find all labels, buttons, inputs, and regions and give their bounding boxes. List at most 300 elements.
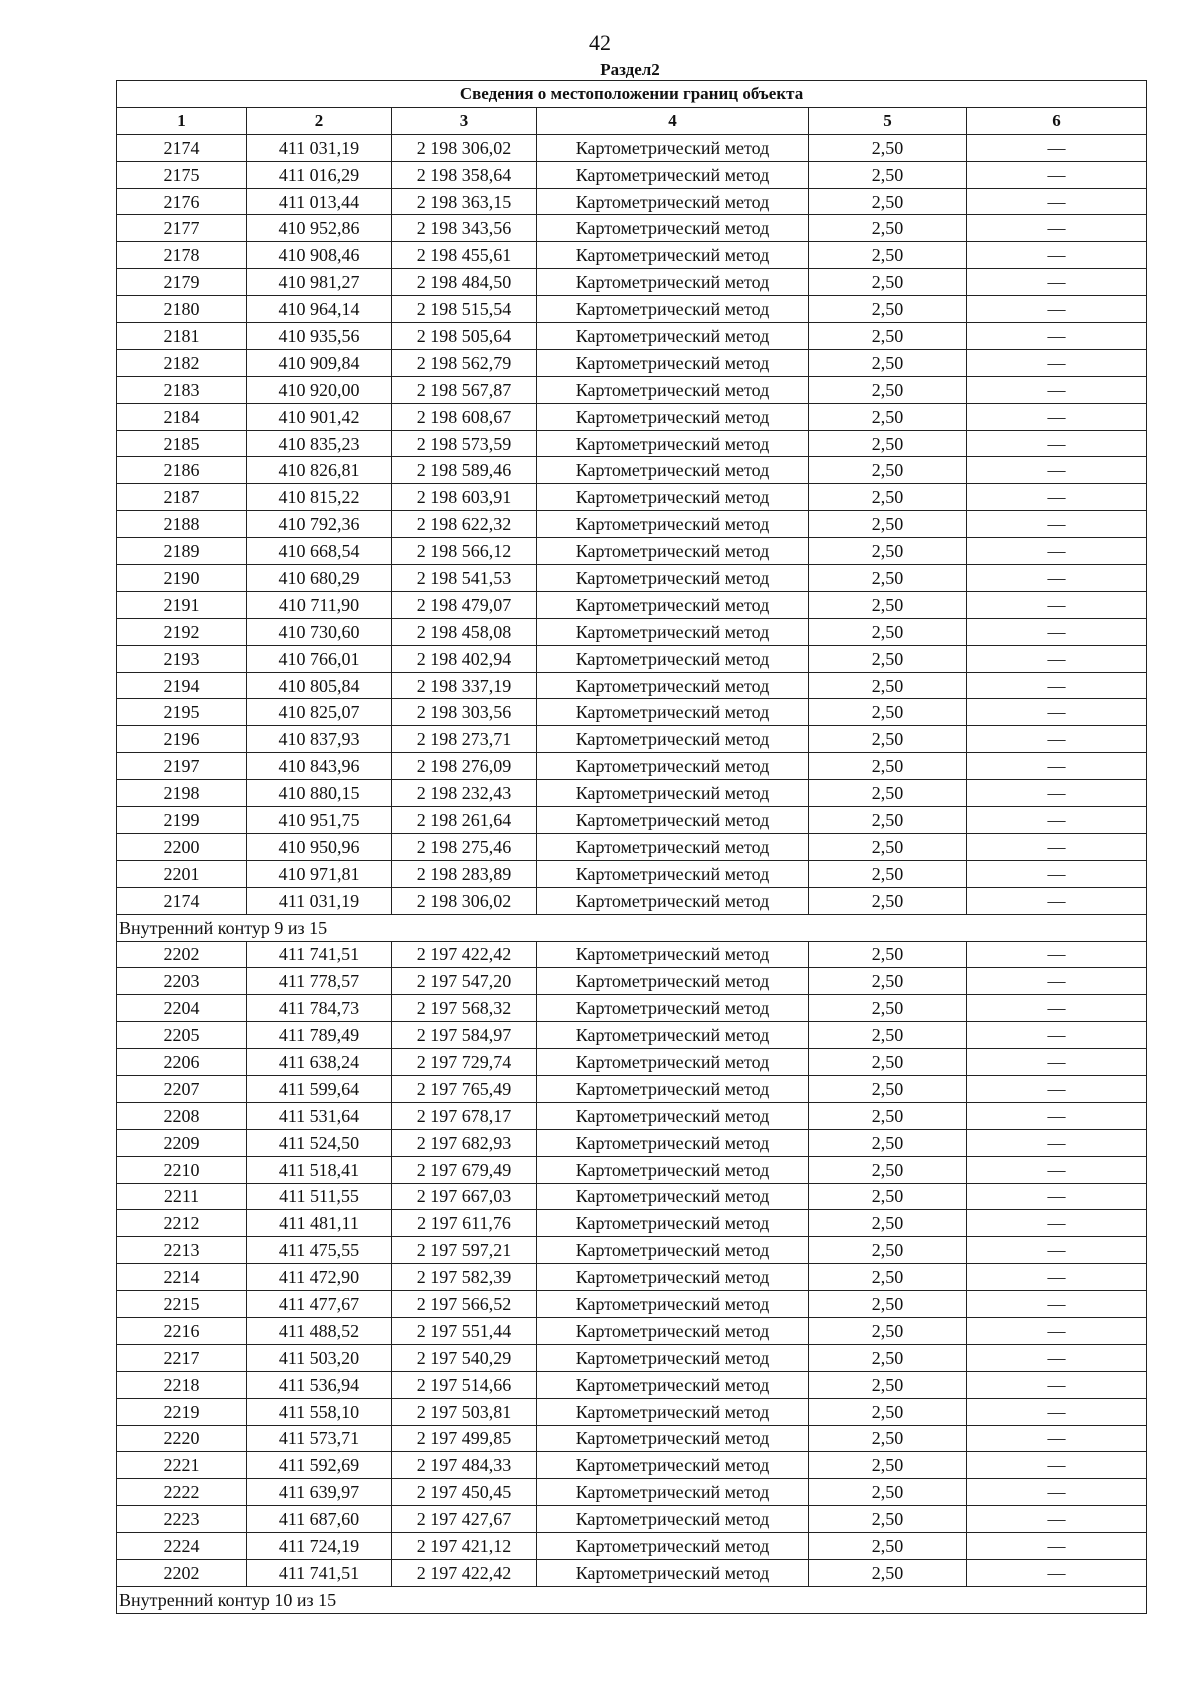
table-row (117, 1317, 1147, 1344)
point-number-cell: 2214 (117, 1264, 247, 1291)
point-number-cell: 2178 (117, 242, 247, 269)
y-coordinate-cell: 2 197 584,97 (392, 1022, 537, 1049)
x-coordinate-cell: 410 766,01 (247, 645, 392, 672)
x-coordinate-cell: 411 599,64 (247, 1075, 392, 1102)
description-cell: — (967, 995, 1147, 1022)
y-coordinate-cell: 2 197 568,32 (392, 995, 537, 1022)
method-cell: Картометрический метод (537, 753, 809, 780)
method-cell: Картометрический метод (537, 672, 809, 699)
x-coordinate-cell: 410 908,46 (247, 242, 392, 269)
method-cell: Картометрический метод (537, 995, 809, 1022)
method-cell: Картометрический метод (537, 430, 809, 457)
description-cell: — (967, 1183, 1147, 1210)
description-cell: — (967, 376, 1147, 403)
x-coordinate-cell: 410 826,81 (247, 457, 392, 484)
y-coordinate-cell: 2 197 450,45 (392, 1479, 537, 1506)
description-cell: — (967, 1264, 1147, 1291)
description-cell: — (967, 672, 1147, 699)
accuracy-cell: 2,50 (809, 430, 967, 457)
accuracy-cell: 2,50 (809, 1264, 967, 1291)
table-row (117, 269, 1147, 296)
accuracy-cell: 2,50 (809, 887, 967, 914)
y-coordinate-cell: 2 198 358,64 (392, 161, 537, 188)
description-cell: — (967, 726, 1147, 753)
y-coordinate-cell: 2 198 505,64 (392, 323, 537, 350)
y-coordinate-cell: 2 198 273,71 (392, 726, 537, 753)
description-cell: — (967, 1559, 1147, 1586)
method-cell: Картометрический метод (537, 242, 809, 269)
description-cell: — (967, 860, 1147, 887)
method-cell: Картометрический метод (537, 1533, 809, 1560)
table-row (117, 134, 1147, 161)
x-coordinate-cell: 411 724,19 (247, 1533, 392, 1560)
method-cell: Картометрический метод (537, 618, 809, 645)
description-cell: — (967, 1237, 1147, 1264)
accuracy-cell: 2,50 (809, 269, 967, 296)
y-coordinate-cell: 2 198 589,46 (392, 457, 537, 484)
description-cell: — (967, 780, 1147, 807)
x-coordinate-cell: 411 472,90 (247, 1264, 392, 1291)
accuracy-cell: 2,50 (809, 1102, 967, 1129)
accuracy-cell: 2,50 (809, 1210, 967, 1237)
point-number-cell: 2190 (117, 565, 247, 592)
x-coordinate-cell: 411 481,11 (247, 1210, 392, 1237)
x-coordinate-cell: 411 536,94 (247, 1371, 392, 1398)
accuracy-cell: 2,50 (809, 1049, 967, 1076)
x-coordinate-cell: 410 792,36 (247, 511, 392, 538)
method-cell: Картометрический метод (537, 457, 809, 484)
method-cell: Картометрический метод (537, 403, 809, 430)
table-row (117, 296, 1147, 323)
x-coordinate-cell: 410 835,23 (247, 430, 392, 457)
method-cell: Картометрический метод (537, 1479, 809, 1506)
table-row (117, 1452, 1147, 1479)
x-coordinate-cell: 410 920,00 (247, 376, 392, 403)
x-coordinate-cell: 411 477,67 (247, 1291, 392, 1318)
table-row (117, 1210, 1147, 1237)
y-coordinate-cell: 2 198 458,08 (392, 618, 537, 645)
point-number-cell: 2197 (117, 753, 247, 780)
description-cell: — (967, 430, 1147, 457)
table-row (117, 1075, 1147, 1102)
accuracy-cell: 2,50 (809, 376, 967, 403)
description-cell: — (967, 1022, 1147, 1049)
description-cell: — (967, 618, 1147, 645)
point-number-cell: 2196 (117, 726, 247, 753)
y-coordinate-cell: 2 198 479,07 (392, 591, 537, 618)
method-cell: Картометрический метод (537, 188, 809, 215)
x-coordinate-cell: 411 475,55 (247, 1237, 392, 1264)
x-coordinate-cell: 410 880,15 (247, 780, 392, 807)
point-number-cell: 2200 (117, 833, 247, 860)
table-row (117, 672, 1147, 699)
x-coordinate-cell: 411 031,19 (247, 887, 392, 914)
x-coordinate-cell: 411 524,50 (247, 1129, 392, 1156)
table-row (117, 1371, 1147, 1398)
table-row (117, 323, 1147, 350)
point-number-cell: 2176 (117, 188, 247, 215)
point-number-cell: 2220 (117, 1425, 247, 1452)
accuracy-cell: 2,50 (809, 1398, 967, 1425)
accuracy-cell: 2,50 (809, 1506, 967, 1533)
y-coordinate-cell: 2 198 343,56 (392, 215, 537, 242)
y-coordinate-cell: 2 197 667,03 (392, 1183, 537, 1210)
method-cell: Картометрический метод (537, 296, 809, 323)
method-cell: Картометрический метод (537, 1237, 809, 1264)
description-cell: — (967, 484, 1147, 511)
y-coordinate-cell: 2 198 608,67 (392, 403, 537, 430)
point-number-cell: 2180 (117, 296, 247, 323)
accuracy-cell: 2,50 (809, 1075, 967, 1102)
point-number-cell: 2191 (117, 591, 247, 618)
point-number-cell: 2198 (117, 780, 247, 807)
y-coordinate-cell: 2 197 765,49 (392, 1075, 537, 1102)
method-cell: Картометрический метод (537, 699, 809, 726)
point-number-cell: 2208 (117, 1102, 247, 1129)
accuracy-cell: 2,50 (809, 941, 967, 968)
table-row (117, 618, 1147, 645)
table-row (117, 887, 1147, 914)
method-cell: Картометрический метод (537, 887, 809, 914)
method-cell: Картометрический метод (537, 1559, 809, 1586)
method-cell: Картометрический метод (537, 1022, 809, 1049)
method-cell: Картометрический метод (537, 376, 809, 403)
x-coordinate-cell: 411 639,97 (247, 1479, 392, 1506)
accuracy-cell: 2,50 (809, 1237, 967, 1264)
description-cell: — (967, 403, 1147, 430)
method-cell: Картометрический метод (537, 860, 809, 887)
x-coordinate-cell: 411 016,29 (247, 161, 392, 188)
point-number-cell: 2182 (117, 349, 247, 376)
method-cell: Картометрический метод (537, 1506, 809, 1533)
method-cell: Картометрический метод (537, 1398, 809, 1425)
column-header: 6 (967, 107, 1147, 134)
table-row (117, 403, 1147, 430)
method-cell: Картометрический метод (537, 645, 809, 672)
x-coordinate-cell: 410 901,42 (247, 403, 392, 430)
accuracy-cell: 2,50 (809, 323, 967, 350)
x-coordinate-cell: 410 952,86 (247, 215, 392, 242)
point-number-cell: 2187 (117, 484, 247, 511)
description-cell: — (967, 1291, 1147, 1318)
method-cell: Картометрический метод (537, 726, 809, 753)
y-coordinate-cell: 2 197 499,85 (392, 1425, 537, 1452)
point-number-cell: 2174 (117, 134, 247, 161)
description-cell: — (967, 833, 1147, 860)
x-coordinate-cell: 410 668,54 (247, 538, 392, 565)
point-number-cell: 2219 (117, 1398, 247, 1425)
description-cell: — (967, 1156, 1147, 1183)
point-number-cell: 2211 (117, 1183, 247, 1210)
x-coordinate-cell: 410 680,29 (247, 565, 392, 592)
table-row (117, 538, 1147, 565)
accuracy-cell: 2,50 (809, 242, 967, 269)
table-row (117, 1022, 1147, 1049)
y-coordinate-cell: 2 197 729,74 (392, 1049, 537, 1076)
y-coordinate-cell: 2 197 503,81 (392, 1398, 537, 1425)
contour-label: Внутренний контур 9 из 15 (117, 914, 1147, 941)
x-coordinate-cell: 410 837,93 (247, 726, 392, 753)
x-coordinate-cell: 411 784,73 (247, 995, 392, 1022)
accuracy-cell: 2,50 (809, 645, 967, 672)
accuracy-cell: 2,50 (809, 1371, 967, 1398)
description-cell: — (967, 968, 1147, 995)
description-cell: — (967, 591, 1147, 618)
column-header: 4 (537, 107, 809, 134)
description-cell: — (967, 941, 1147, 968)
y-coordinate-cell: 2 198 567,87 (392, 376, 537, 403)
point-number-cell: 2203 (117, 968, 247, 995)
table-row (117, 1425, 1147, 1452)
x-coordinate-cell: 411 741,51 (247, 1559, 392, 1586)
description-cell: — (967, 1479, 1147, 1506)
y-coordinate-cell: 2 198 566,12 (392, 538, 537, 565)
boundary-coordinates-table (116, 80, 1147, 1614)
description-cell: — (967, 1075, 1147, 1102)
y-coordinate-cell: 2 197 421,12 (392, 1533, 537, 1560)
point-number-cell: 2179 (117, 269, 247, 296)
method-cell: Картометрический метод (537, 161, 809, 188)
description-cell: — (967, 349, 1147, 376)
method-cell: Картометрический метод (537, 269, 809, 296)
method-cell: Картометрический метод (537, 1371, 809, 1398)
table-row (117, 1183, 1147, 1210)
method-cell: Картометрический метод (537, 833, 809, 860)
x-coordinate-cell: 411 531,64 (247, 1102, 392, 1129)
y-coordinate-cell: 2 197 611,76 (392, 1210, 537, 1237)
accuracy-cell: 2,50 (809, 860, 967, 887)
y-coordinate-cell: 2 198 261,64 (392, 807, 537, 834)
method-cell: Картометрический метод (537, 1291, 809, 1318)
description-cell: — (967, 1344, 1147, 1371)
point-number-cell: 2202 (117, 941, 247, 968)
method-cell: Картометрический метод (537, 1452, 809, 1479)
table-row (117, 645, 1147, 672)
x-coordinate-cell: 410 971,81 (247, 860, 392, 887)
point-number-cell: 2185 (117, 430, 247, 457)
x-coordinate-cell: 411 741,51 (247, 941, 392, 968)
table-row (117, 699, 1147, 726)
x-coordinate-cell: 411 687,60 (247, 1506, 392, 1533)
x-coordinate-cell: 410 964,14 (247, 296, 392, 323)
page-number: 42 (589, 30, 611, 55)
table-row (117, 833, 1147, 860)
method-cell: Картометрический метод (537, 538, 809, 565)
table-row (117, 1398, 1147, 1425)
y-coordinate-cell: 2 198 402,94 (392, 645, 537, 672)
description-cell: — (967, 1317, 1147, 1344)
description-cell: — (967, 807, 1147, 834)
x-coordinate-cell: 410 815,22 (247, 484, 392, 511)
x-coordinate-cell: 410 805,84 (247, 672, 392, 699)
method-cell: Картометрический метод (537, 807, 809, 834)
section-label: Раздел2 (600, 60, 660, 79)
description-cell: — (967, 215, 1147, 242)
y-coordinate-cell: 2 198 363,15 (392, 188, 537, 215)
description-cell: — (967, 538, 1147, 565)
column-header: 3 (392, 107, 537, 134)
accuracy-cell: 2,50 (809, 1156, 967, 1183)
table-row (117, 484, 1147, 511)
x-coordinate-cell: 410 951,75 (247, 807, 392, 834)
y-coordinate-cell: 2 198 337,19 (392, 672, 537, 699)
table-title: Сведения о местоположении границ объекта (117, 81, 1147, 108)
accuracy-cell: 2,50 (809, 511, 967, 538)
accuracy-cell: 2,50 (809, 833, 967, 860)
method-cell: Картометрический метод (537, 134, 809, 161)
accuracy-cell: 2,50 (809, 134, 967, 161)
description-cell: — (967, 753, 1147, 780)
table-row (117, 161, 1147, 188)
x-coordinate-cell: 411 638,24 (247, 1049, 392, 1076)
accuracy-cell: 2,50 (809, 1317, 967, 1344)
y-coordinate-cell: 2 198 484,50 (392, 269, 537, 296)
method-cell: Картометрический метод (537, 1075, 809, 1102)
point-number-cell: 2205 (117, 1022, 247, 1049)
y-coordinate-cell: 2 197 540,29 (392, 1344, 537, 1371)
table-row (117, 591, 1147, 618)
y-coordinate-cell: 2 197 514,66 (392, 1371, 537, 1398)
table-row (117, 1237, 1147, 1264)
method-cell: Картометрический метод (537, 1129, 809, 1156)
accuracy-cell: 2,50 (809, 968, 967, 995)
x-coordinate-cell: 411 789,49 (247, 1022, 392, 1049)
x-coordinate-cell: 411 592,69 (247, 1452, 392, 1479)
accuracy-cell: 2,50 (809, 457, 967, 484)
table-row (117, 995, 1147, 1022)
table-body (117, 134, 1147, 1613)
description-cell: — (967, 1371, 1147, 1398)
description-cell: — (967, 887, 1147, 914)
accuracy-cell: 2,50 (809, 1022, 967, 1049)
point-number-cell: 2183 (117, 376, 247, 403)
description-cell: — (967, 1452, 1147, 1479)
y-coordinate-cell: 2 197 547,20 (392, 968, 537, 995)
table-row (117, 860, 1147, 887)
method-cell: Картометрический метод (537, 780, 809, 807)
point-number-cell: 2212 (117, 1210, 247, 1237)
point-number-cell: 2175 (117, 161, 247, 188)
point-number-cell: 2215 (117, 1291, 247, 1318)
method-cell: Картометрический метод (537, 323, 809, 350)
accuracy-cell: 2,50 (809, 538, 967, 565)
accuracy-cell: 2,50 (809, 188, 967, 215)
x-coordinate-cell: 410 909,84 (247, 349, 392, 376)
point-number-cell: 2223 (117, 1506, 247, 1533)
description-cell: — (967, 269, 1147, 296)
point-number-cell: 2216 (117, 1317, 247, 1344)
accuracy-cell: 2,50 (809, 1533, 967, 1560)
point-number-cell: 2177 (117, 215, 247, 242)
point-number-cell: 2189 (117, 538, 247, 565)
description-cell: — (967, 699, 1147, 726)
method-cell: Картометрический метод (537, 215, 809, 242)
y-coordinate-cell: 2 198 622,32 (392, 511, 537, 538)
point-number-cell: 2224 (117, 1533, 247, 1560)
method-cell: Картометрический метод (537, 511, 809, 538)
table-row (117, 807, 1147, 834)
table-row (117, 565, 1147, 592)
description-cell: — (967, 1398, 1147, 1425)
x-coordinate-cell: 411 511,55 (247, 1183, 392, 1210)
point-number-cell: 2210 (117, 1156, 247, 1183)
x-coordinate-cell: 411 031,19 (247, 134, 392, 161)
method-cell: Картометрический метод (537, 1049, 809, 1076)
table-row (117, 376, 1147, 403)
x-coordinate-cell: 410 843,96 (247, 753, 392, 780)
y-coordinate-cell: 2 198 283,89 (392, 860, 537, 887)
description-cell: — (967, 296, 1147, 323)
y-coordinate-cell: 2 198 276,09 (392, 753, 537, 780)
accuracy-cell: 2,50 (809, 565, 967, 592)
y-coordinate-cell: 2 198 541,53 (392, 565, 537, 592)
table-row (117, 968, 1147, 995)
description-cell: — (967, 511, 1147, 538)
table-row (117, 188, 1147, 215)
table-row (117, 1291, 1147, 1318)
accuracy-cell: 2,50 (809, 807, 967, 834)
table-row (117, 1533, 1147, 1560)
x-coordinate-cell: 411 518,41 (247, 1156, 392, 1183)
y-coordinate-cell: 2 198 603,91 (392, 484, 537, 511)
point-number-cell: 2192 (117, 618, 247, 645)
accuracy-cell: 2,50 (809, 672, 967, 699)
accuracy-cell: 2,50 (809, 484, 967, 511)
y-coordinate-cell: 2 197 551,44 (392, 1317, 537, 1344)
accuracy-cell: 2,50 (809, 1479, 967, 1506)
accuracy-cell: 2,50 (809, 296, 967, 323)
method-cell: Картометрический метод (537, 1344, 809, 1371)
method-cell: Картометрический метод (537, 968, 809, 995)
accuracy-cell: 2,50 (809, 618, 967, 645)
accuracy-cell: 2,50 (809, 1291, 967, 1318)
y-coordinate-cell: 2 197 679,49 (392, 1156, 537, 1183)
point-number-cell: 2194 (117, 672, 247, 699)
point-number-cell: 2202 (117, 1559, 247, 1586)
point-number-cell: 2206 (117, 1049, 247, 1076)
accuracy-cell: 2,50 (809, 161, 967, 188)
point-number-cell: 2193 (117, 645, 247, 672)
description-cell: — (967, 1102, 1147, 1129)
point-number-cell: 2199 (117, 807, 247, 834)
y-coordinate-cell: 2 198 455,61 (392, 242, 537, 269)
y-coordinate-cell: 2 198 515,54 (392, 296, 537, 323)
y-coordinate-cell: 2 198 232,43 (392, 780, 537, 807)
y-coordinate-cell: 2 197 682,93 (392, 1129, 537, 1156)
y-coordinate-cell: 2 197 427,67 (392, 1506, 537, 1533)
point-number-cell: 2184 (117, 403, 247, 430)
point-number-cell: 2222 (117, 1479, 247, 1506)
y-coordinate-cell: 2 198 275,46 (392, 833, 537, 860)
table-row (117, 1129, 1147, 1156)
description-cell: — (967, 188, 1147, 215)
description-cell: — (967, 161, 1147, 188)
description-cell: — (967, 1506, 1147, 1533)
y-coordinate-cell: 2 198 562,79 (392, 349, 537, 376)
y-coordinate-cell: 2 197 566,52 (392, 1291, 537, 1318)
x-coordinate-cell: 410 935,56 (247, 323, 392, 350)
column-header: 1 (117, 107, 247, 134)
method-cell: Картометрический метод (537, 1425, 809, 1452)
point-number-cell: 2209 (117, 1129, 247, 1156)
x-coordinate-cell: 410 711,90 (247, 591, 392, 618)
table-row (117, 349, 1147, 376)
table-row (117, 457, 1147, 484)
x-coordinate-cell: 411 488,52 (247, 1317, 392, 1344)
point-number-cell: 2217 (117, 1344, 247, 1371)
accuracy-cell: 2,50 (809, 1183, 967, 1210)
contour-label-row (117, 914, 1147, 941)
